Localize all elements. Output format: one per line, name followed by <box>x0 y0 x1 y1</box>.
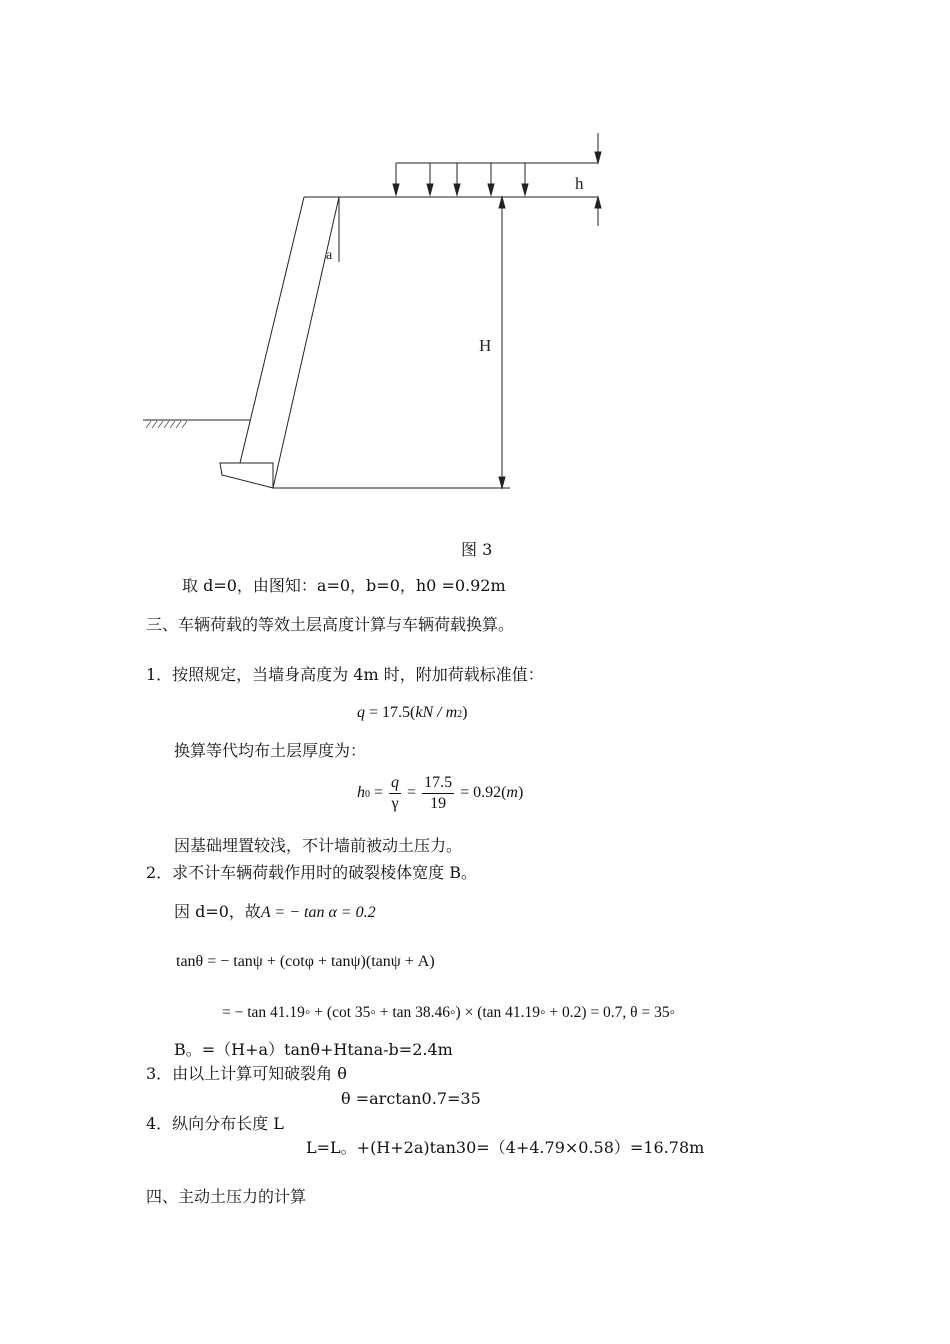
wall-footing <box>220 463 273 488</box>
equation-tan-theta-numeric: = − tan 41.19◦ + (cot 35◦ + tan 38.46◦) × (tan 41.19◦ + 0.2) = 0.7, θ = 35◦ <box>222 1004 676 1021</box>
equation-B: B。=（H+a）tanθ+Htana-b=2.4m <box>174 1040 453 1059</box>
equation-theta: θ =arctan0.7=35 <box>341 1089 481 1108</box>
note-line: 因基础埋置较浅，不计墙前被动土压力。 <box>174 836 463 855</box>
equation-h0: h0 = $\frac{q}{\gamma}$ = $\frac{17.5}{19}$ = 0.92(m) <box>357 774 524 812</box>
take-values-line: 取 d=0，由图知：a=0，b=0，h0 =0.92m <box>182 576 506 595</box>
equation-q: q = 17.5(kN / m2) <box>357 704 468 721</box>
section-4-heading: 四、主动土压力的计算 <box>146 1187 307 1206</box>
load-arrows <box>393 163 528 195</box>
label-a: a <box>326 248 333 263</box>
ground-hatch <box>146 421 187 428</box>
item-3: 3．由以上计算可知破裂角 θ <box>146 1064 347 1083</box>
equation-L: L=L。+(H+2a)tan30=（4+4.79×0.58）=16.78m <box>306 1138 705 1157</box>
label-h: h <box>575 174 584 193</box>
h-dimension <box>595 133 601 226</box>
H-dimension <box>499 197 505 488</box>
item-2: 2．求不计车辆荷载作用时的破裂棱体宽度 B。 <box>146 863 478 882</box>
item-4: 4．纵向分布长度 L <box>146 1114 284 1133</box>
equation-tan-theta: tanθ = − tanψ + (cotφ + tanψ)(tanψ + A) <box>176 953 435 970</box>
figure-caption: 图 3 <box>461 540 493 559</box>
item-1: 1．按照规定，当墙身高度为 4m 时，附加荷载标准值： <box>146 665 544 684</box>
because-line: 因 d=0，故A = − tan α = 0.2 <box>174 902 376 921</box>
section-3-heading: 三、车辆荷载的等效土层高度计算与车辆荷载换算。 <box>146 615 515 634</box>
wall-back-face <box>273 197 339 488</box>
label-H: H <box>479 336 492 355</box>
wall-front-face <box>240 197 304 463</box>
retaining-wall-diagram <box>0 0 950 530</box>
convert-line: 换算等代均布土层厚度为： <box>174 741 367 760</box>
